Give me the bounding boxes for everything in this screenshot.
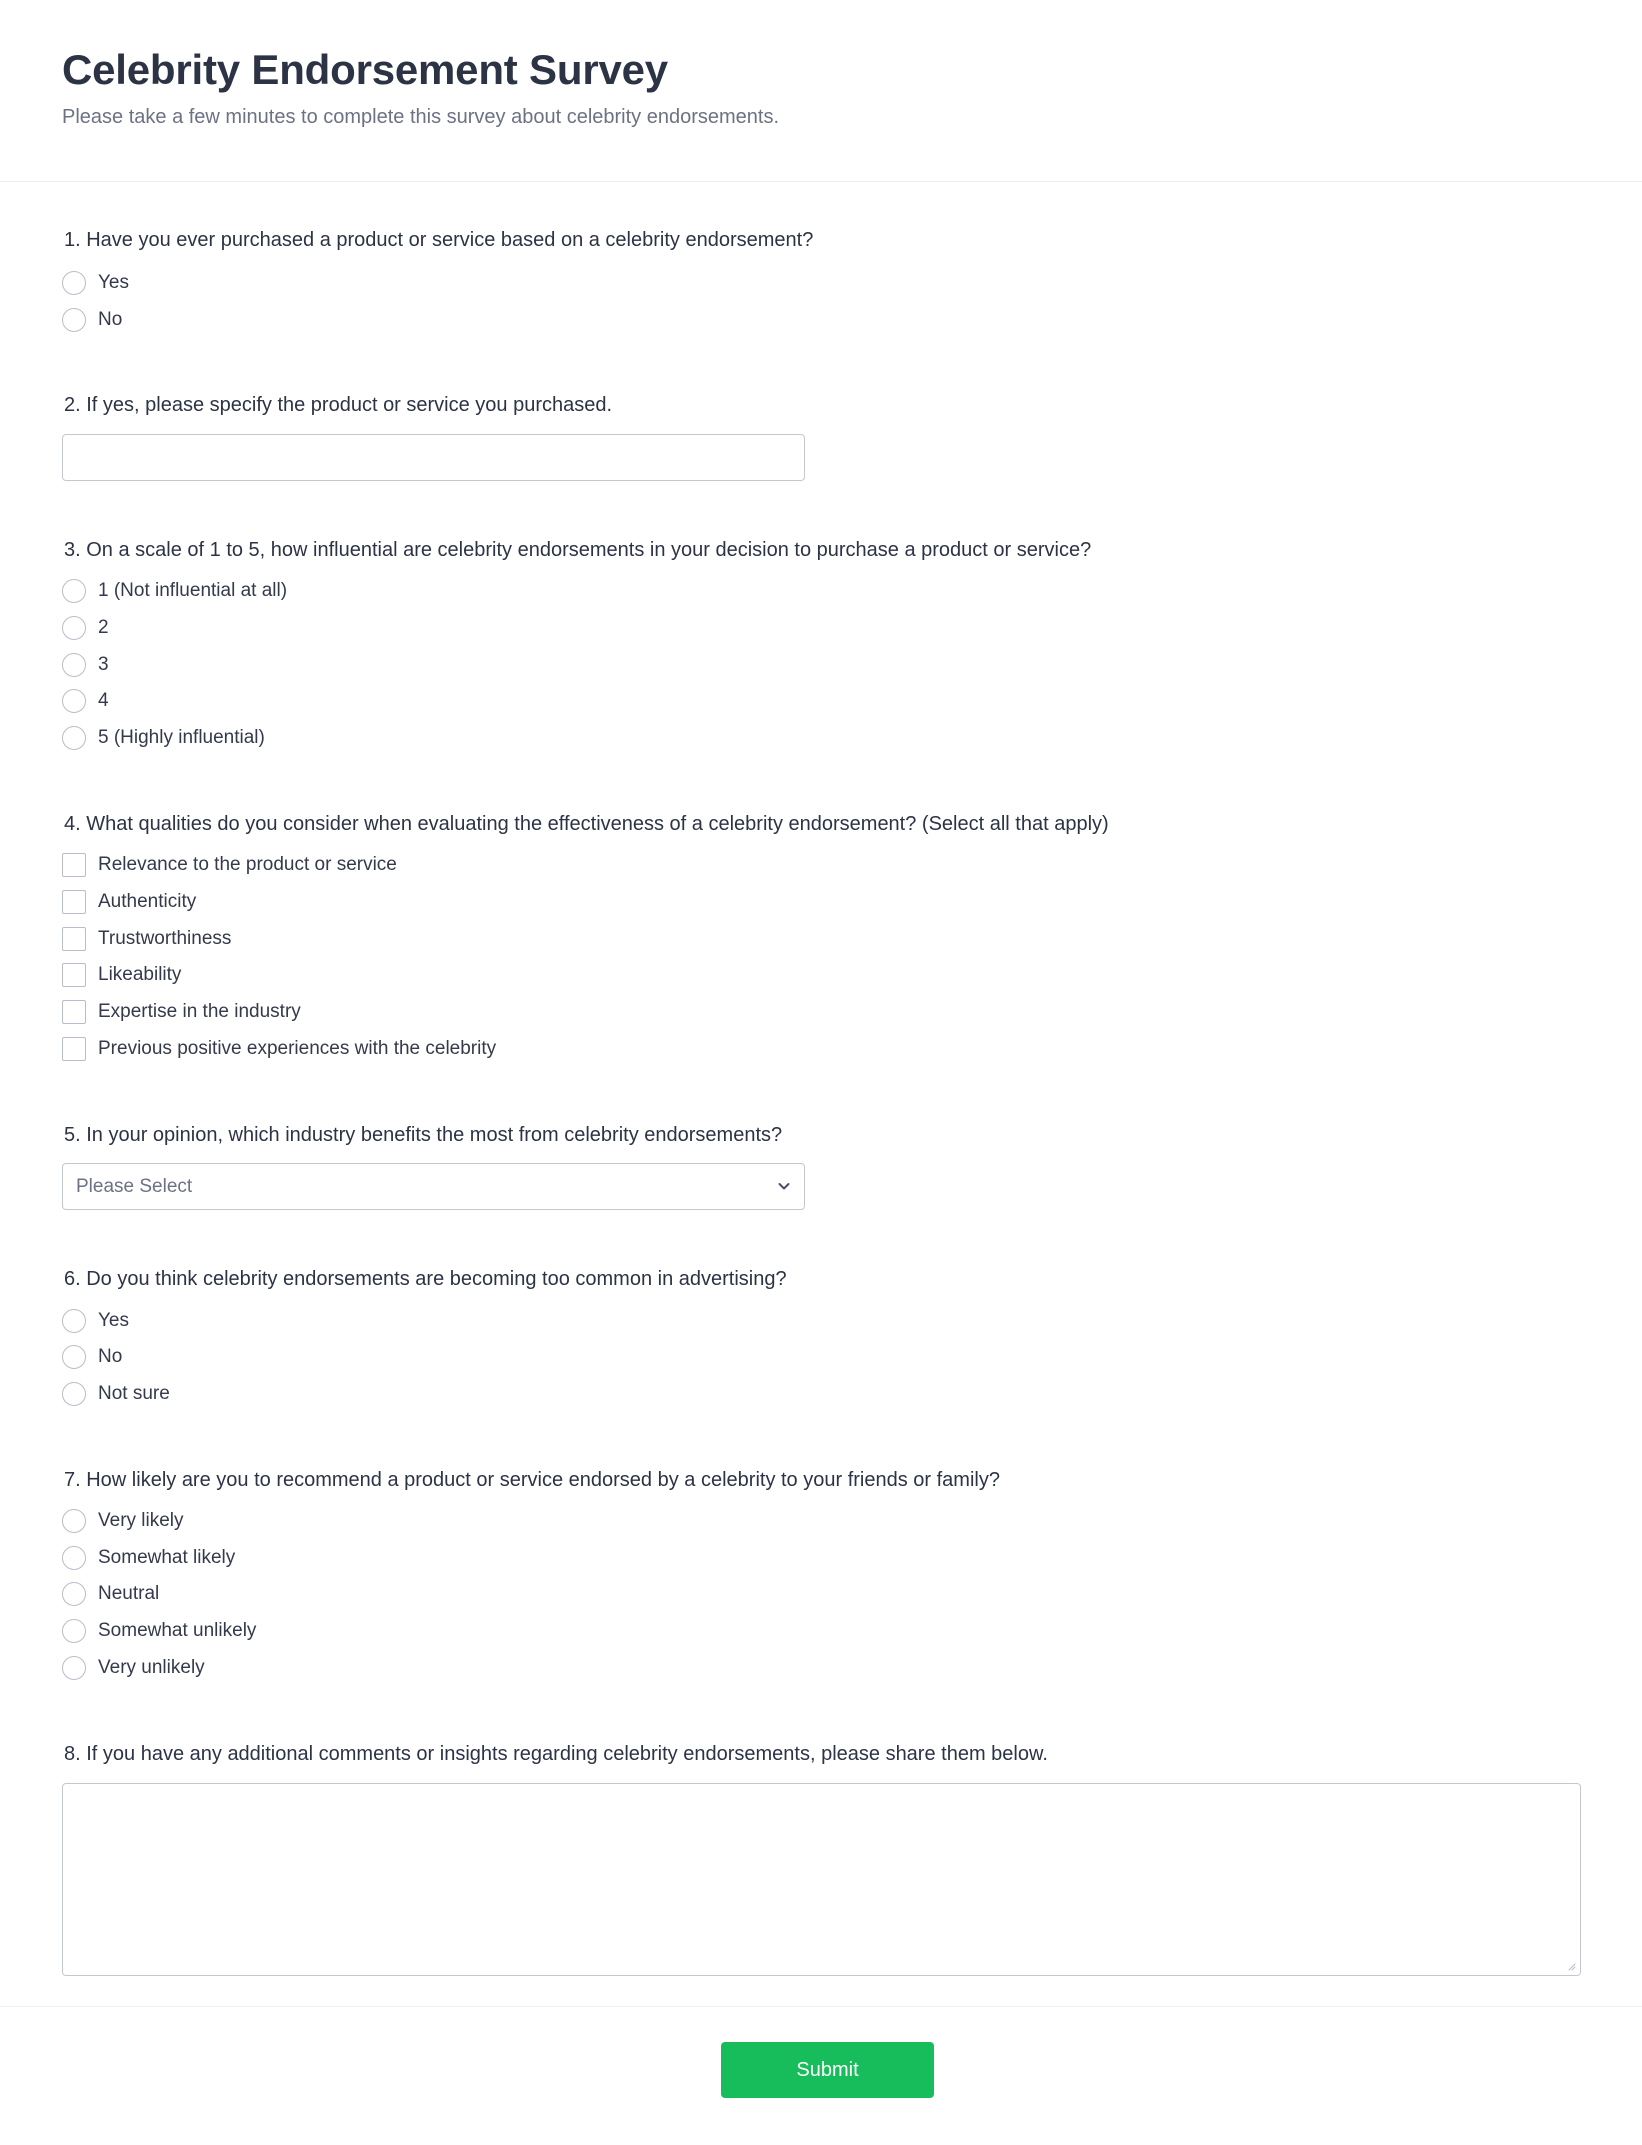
- radio-button[interactable]: [62, 1309, 86, 1333]
- q7-option-very-likely[interactable]: [62, 1507, 184, 1535]
- select-value: Please Select: [76, 1176, 193, 1197]
- radio-button[interactable]: [62, 579, 86, 603]
- q4-option-previous-experiences[interactable]: [62, 1035, 496, 1063]
- radio-button[interactable]: [62, 653, 86, 677]
- checkbox[interactable]: [62, 1000, 86, 1024]
- q1-option-yes[interactable]: [62, 269, 129, 297]
- option-label: Yes: [98, 272, 129, 293]
- option-label: Relevance to the product or service: [98, 854, 397, 875]
- submit-button[interactable]: Submit: [721, 2042, 934, 2098]
- option-label: No: [98, 309, 123, 330]
- question-1-label: 1. Have you ever purchased a product or service based on a celebrity endorsement?: [64, 229, 814, 251]
- product-text-input[interactable]: [62, 434, 805, 481]
- option-label: Very likely: [98, 1510, 184, 1531]
- page-title: Celebrity Endorsement Survey: [62, 46, 668, 93]
- option-label: Likeability: [98, 964, 182, 985]
- question-4-label: 4. What qualities do you consider when evaluating the effectiveness of a celebrity endorsement? (Select all that apply): [64, 813, 1109, 835]
- radio-button[interactable]: [62, 689, 86, 713]
- q7-option-somewhat-likely[interactable]: [62, 1544, 235, 1572]
- q3-option-2[interactable]: [62, 614, 109, 642]
- q4-option-likeability[interactable]: [62, 961, 181, 989]
- radio-button[interactable]: [62, 1345, 86, 1369]
- q4-option-expertise[interactable]: [62, 998, 301, 1026]
- q6-option-no[interactable]: [62, 1343, 122, 1371]
- q4-option-authenticity[interactable]: [62, 888, 196, 916]
- option-label: 4: [98, 690, 109, 711]
- option-label: Previous positive experiences with the celebrity: [98, 1038, 497, 1059]
- option-label: Neutral: [98, 1583, 160, 1604]
- option-label: Very unlikely: [98, 1657, 205, 1678]
- q7-option-somewhat-unlikely[interactable]: [62, 1617, 256, 1645]
- question-8-label: 8. If you have any additional comments or insights regarding celebrity endorsements, please share them below.: [64, 1743, 1048, 1765]
- question-6-label: 6. Do you think celebrity endorsements are becoming too common in advertising?: [64, 1268, 787, 1290]
- option-label: Trustworthiness: [98, 928, 232, 949]
- question-5-label: 5. In your opinion, which industry benefits the most from celebrity endorsements?: [64, 1124, 783, 1146]
- option-label: Expertise in the industry: [98, 1001, 301, 1022]
- option-label: Somewhat unlikely: [98, 1620, 257, 1641]
- question-3-label: 3. On a scale of 1 to 5, how influential are celebrity endorsements in your decision to purchase a product or service?: [64, 539, 1092, 561]
- form-header: [0, 0, 1642, 182]
- option-label: Authenticity: [98, 891, 197, 912]
- q3-option-4[interactable]: [62, 687, 109, 715]
- q3-option-3[interactable]: [62, 651, 109, 679]
- q3-option-5[interactable]: [62, 724, 265, 752]
- industry-select[interactable]: [62, 1163, 805, 1210]
- resize-handle-icon[interactable]: [1566, 1961, 1576, 1971]
- q4-option-trustworthiness[interactable]: [62, 925, 231, 953]
- radio-button[interactable]: [62, 1582, 86, 1606]
- option-label: 1 (Not influential at all): [98, 580, 288, 601]
- radio-button[interactable]: [62, 1509, 86, 1533]
- option-label: 2: [98, 617, 109, 638]
- checkbox[interactable]: [62, 890, 86, 914]
- q3-option-1[interactable]: [62, 577, 287, 605]
- q6-option-yes[interactable]: [62, 1307, 129, 1335]
- radio-button[interactable]: [62, 1656, 86, 1680]
- checkbox[interactable]: [62, 1037, 86, 1061]
- radio-button[interactable]: [62, 308, 86, 332]
- radio-button[interactable]: [62, 1382, 86, 1406]
- question-2-label: 2. If yes, please specify the product or service you purchased.: [64, 394, 613, 416]
- q4-option-relevance[interactable]: [62, 851, 397, 879]
- comments-textarea[interactable]: [62, 1783, 1581, 1976]
- chevron-down-icon: [776, 1178, 792, 1194]
- page-subtitle: Please take a few minutes to complete this survey about celebrity endorsements.: [62, 106, 780, 128]
- option-label: No: [98, 1346, 123, 1367]
- option-label: Somewhat likely: [98, 1547, 236, 1568]
- question-7-label: 7. How likely are you to recommend a product or service endorsed by a celebrity to your friends or family?: [64, 1469, 1000, 1491]
- radio-button[interactable]: [62, 1619, 86, 1643]
- checkbox[interactable]: [62, 853, 86, 877]
- option-label: Yes: [98, 1310, 129, 1331]
- checkbox[interactable]: [62, 927, 86, 951]
- radio-button[interactable]: [62, 271, 86, 295]
- checkbox[interactable]: [62, 963, 86, 987]
- q7-option-neutral[interactable]: [62, 1580, 159, 1608]
- option-label: 3: [98, 654, 109, 675]
- radio-button[interactable]: [62, 616, 86, 640]
- radio-button[interactable]: [62, 1546, 86, 1570]
- footer-divider: [0, 2006, 1642, 2007]
- radio-button[interactable]: [62, 726, 86, 750]
- option-label: Not sure: [98, 1383, 170, 1404]
- option-label: 5 (Highly influential): [98, 727, 265, 748]
- q1-option-no[interactable]: [62, 306, 122, 334]
- q6-option-not-sure[interactable]: [62, 1380, 170, 1408]
- q7-option-very-unlikely[interactable]: [62, 1654, 205, 1682]
